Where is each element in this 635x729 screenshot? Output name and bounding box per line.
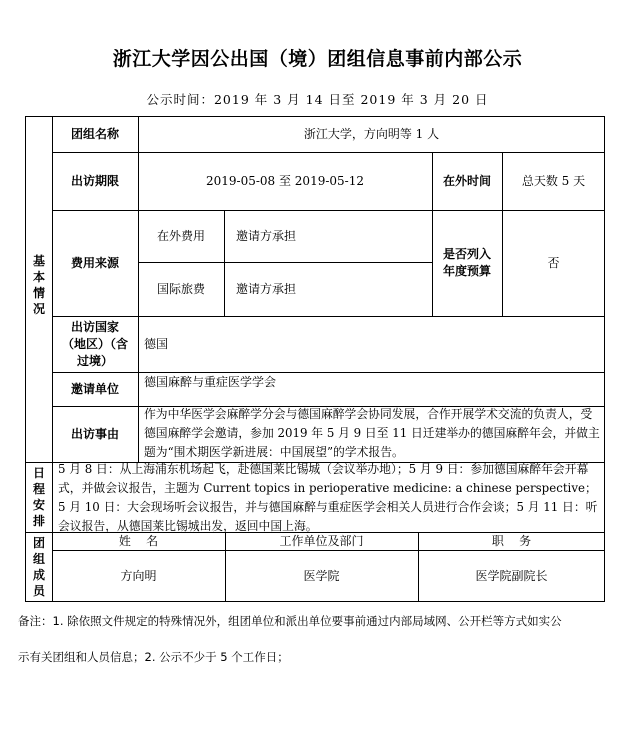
- members-header-unit: 工作单位及部门: [279, 534, 364, 548]
- travel-cost-value: 邀请方承担: [236, 282, 297, 296]
- country-label: 出访国家（地区）（含过境）: [62, 319, 129, 368]
- page-title: 浙江大学因公出国（境）团组信息事前内部公示: [112, 48, 523, 70]
- funding-label: 费用来源: [70, 255, 119, 270]
- purpose-label: 出访事由: [70, 426, 119, 441]
- group-name-label: 团组名称: [70, 126, 119, 141]
- abroad-cost-value: 邀请方承担: [236, 229, 297, 243]
- schedule-text: 5 月 8 日：从上海浦东机场起飞，赴德国莱比锡城（会议举办地）；5 月 9 日：参加德国麻醉年会开幕式，并做会议报告，主题为 Current topics in perioperative medicine: a chinese perspective；5 月 10 日：大会现场听会议报告，并与德国麻醉与重症医学会相关人员进行合作会谈；5 月 11 日：听会议报告，从德国莱比锡城出发，返回中国上海。: [58, 462, 598, 533]
- member-unit: 医学院: [303, 569, 340, 583]
- budget-value: 否: [547, 256, 560, 270]
- section-label-basic: 基本情况: [32, 254, 45, 316]
- note-line-2: 示有关团组和人员信息；2. 公示不少于 5 个工作日；: [18, 650, 289, 664]
- duration-label: 出访期限: [70, 173, 119, 188]
- country-value: 德国: [144, 337, 169, 351]
- group-name-value: 浙江大学，方向明等 1 人: [303, 127, 440, 141]
- duration-value: 2019-05-08 至 2019-05-12: [205, 174, 364, 188]
- note-line-1: 备注：1. 除依照文件规定的特殊情况外，组团单位和派出单位要事前通过内部局域网、公开栏等方式如实公: [18, 614, 562, 628]
- inviter-label: 邀请单位: [70, 381, 119, 396]
- inviter-value: 德国麻醉与重症医学学会: [144, 375, 277, 389]
- travel-cost-label: 国际旅费: [156, 282, 205, 296]
- budget-label: 是否列入年度预算: [442, 247, 491, 278]
- abroad-time-label: 在外时间: [442, 173, 491, 188]
- members-header-position: 职 务: [491, 534, 532, 548]
- abroad-time-value: 总天数 5 天: [521, 174, 586, 188]
- section-label-members: 团组成员: [32, 536, 45, 598]
- section-label-schedule: 日程安排: [32, 466, 45, 528]
- purpose-value: 作为中华医学会麻醉学分会与德国麻醉学会协同发展，合作开展学术交流的负责人，受德国麻醉学会邀请，参加 2019 年 5 月 9 日至 11 日迁建举办的德国麻醉年会，并做主题为“围术期医学新进展：中国展望”的学术报告。: [144, 407, 600, 459]
- members-header-name: 姓 名: [118, 534, 159, 548]
- publicity-period: 公示时间：2019 年 3 月 14 日至 2019 年 3 月 20 日: [146, 92, 489, 107]
- member-position: 医学院副院长: [475, 569, 548, 583]
- abroad-cost-label: 在外费用: [156, 229, 205, 243]
- member-name: 方向明: [120, 569, 157, 583]
